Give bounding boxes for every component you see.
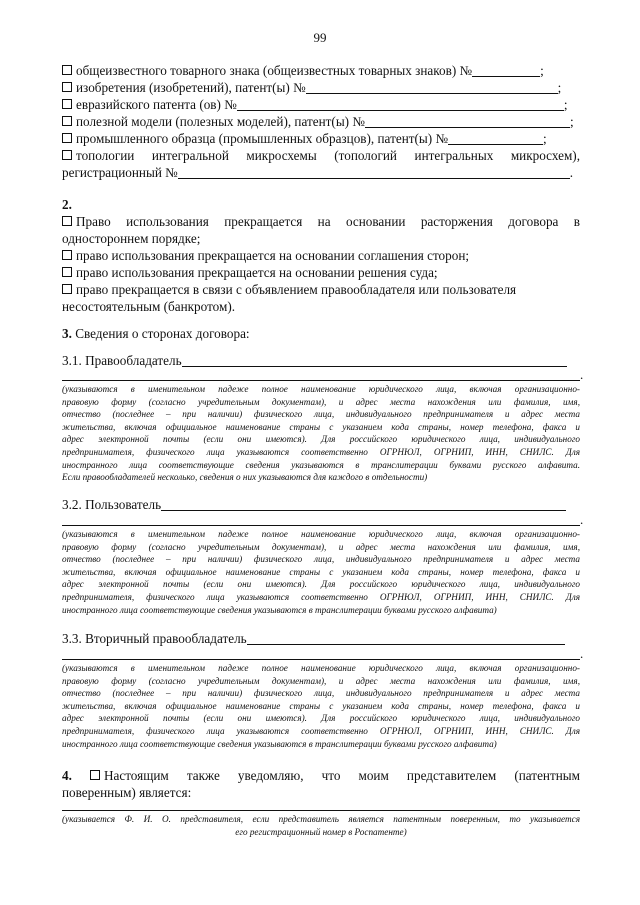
- note-line: жительства, включая официальное наименование страны с указанием кода страны, номер телефона, факса и: [62, 421, 580, 432]
- note-line: отчество (последнее – при наличии) физического лица, индивидуального предпринимателя и адрес места: [62, 688, 580, 699]
- checkbox[interactable]: [62, 99, 72, 109]
- item-topology-reg: регистрационный № .: [62, 165, 574, 180]
- note-line: (указываются в именительном падеже полное наименование юридического лица, включая организационно-: [62, 384, 580, 394]
- note-line: Если правообладателей несколько, сведения о них указываются для каждого в отдельности): [62, 472, 428, 483]
- note-line: предпринимателя, физического лица указываются соответственно ОГРНЮЛ, ОГРНИП, ИНН, СНИЛС. Для: [62, 725, 580, 736]
- note-line: предпринимателя, физического лица указываются соответственно ОГРНЮЛ, ОГРНИП, ИНН, СНИЛС. Для: [62, 446, 580, 457]
- checkbox[interactable]: [62, 65, 72, 75]
- section-4-cont: поверенным) является:: [62, 785, 192, 800]
- representative-note: (указывается Ф. И. О. представителя, если представитель является патентным поверенным, то указывается его регистрационный номер в Роспатенте): [62, 814, 580, 837]
- checkbox[interactable]: [62, 82, 72, 92]
- section-3-title: 3. Сведения о сторонах договора:: [62, 326, 250, 341]
- representative-input-line[interactable]: [62, 810, 580, 811]
- note-line: отчество (последнее – при наличии) физического лица, индивидуального предпринимателя и адрес места: [62, 554, 580, 565]
- note-line: (указываются в именительном падеже полное наименование юридического лица, включая организационно-: [62, 663, 580, 673]
- item-eurasian: евразийского патента (ов) № ;: [62, 97, 580, 112]
- note-line: правовую форму (согласно учредительным документам), и адрес места нахождения или фамилия, имя,: [62, 675, 580, 686]
- user-label-row: 3.2. Пользователь: [62, 497, 580, 512]
- user-input-line[interactable]: [161, 499, 566, 511]
- holder-input-line-2[interactable]: [62, 380, 580, 381]
- note-line: адрес электронной почты (если они имеются). Для российского юридического лица, индивидуального: [62, 579, 580, 590]
- checkbox[interactable]: [62, 116, 72, 126]
- page-number: 99: [313, 30, 327, 45]
- note-line: иностранного лица соответствующие сведения указываются в транслитерации буквами русского алфавита): [62, 738, 497, 749]
- section-2-number: 2.: [62, 197, 72, 212]
- item-design: промышленного образца (промышленных образцов), патент(ы) № ;: [62, 131, 580, 146]
- secondary-input-line-2[interactable]: [62, 659, 580, 660]
- checkbox[interactable]: [62, 250, 72, 260]
- user-input-line-2[interactable]: [62, 525, 580, 526]
- note-line: (указываются в именительном падеже полное наименование юридического лица, включая организационно-: [62, 529, 580, 539]
- checkbox[interactable]: [62, 216, 72, 226]
- note-line: адрес электронной почты (если они имеются). Для российского юридического лица, индивидуального: [62, 434, 580, 445]
- holder-note: [62, 383, 580, 484]
- note-line: отчество (последнее – при наличии) физического лица, индивидуального предпринимателя и адрес места: [62, 409, 580, 420]
- checkbox[interactable]: [90, 770, 100, 780]
- option-agreement: право использования прекращается на основании соглашения сторон;: [62, 248, 580, 263]
- note-line: правовую форму (согласно учредительным документам), и адрес места нахождения или фамилия, имя,: [62, 541, 580, 552]
- fill-line[interactable]: [365, 116, 570, 128]
- fill-line[interactable]: [472, 65, 540, 77]
- note-line: иностранного лица соответствующие сведения указываются в транслитерации буквами русского алфавита): [62, 604, 497, 615]
- user-note: [62, 528, 580, 616]
- note-line: адрес электронной почты (если они имеются). Для российского юридического лица, индивидуального: [62, 713, 580, 724]
- fill-line[interactable]: [448, 133, 543, 145]
- secondary-input-line[interactable]: [247, 633, 565, 645]
- option-unilateral: Право использования прекращается на основании расторжения договора в: [62, 214, 580, 229]
- fill-line[interactable]: [237, 99, 564, 111]
- note-line: иностранного лица соответствующие сведения указываются в транслитерации буквами русского алфавита.: [62, 459, 580, 470]
- holder-input-line[interactable]: [182, 355, 567, 367]
- secondary-note: [62, 662, 580, 750]
- checkbox[interactable]: [62, 150, 72, 160]
- checkbox[interactable]: [62, 284, 72, 294]
- item-topology: топологии интегральной микросхемы (топологий интегральных микросхем),: [62, 148, 580, 163]
- option-bankruptcy-cont: несостоятельным (банкротом).: [62, 299, 236, 314]
- item-utility: полезной модели (полезных моделей), патент(ы) № ;: [62, 114, 580, 129]
- checkbox[interactable]: [62, 133, 72, 143]
- note-line: предпринимателя, физического лица указываются соответственно ОГРНЮЛ, ОГРНИП, ИНН, СНИЛС. Для: [62, 591, 580, 602]
- secondary-label-row: 3.3. Вторичный правообладатель: [62, 631, 580, 646]
- document-page: 99 общеизвестного товарного знака (общеизвестных товарных знаков) № ; изобретения (изобретений), патент(ы) № ; евразийского патента (ов) № ; полезной модели (полезных моделей), патент(ы) № ; промышленного образца (промышленных образцов), патент(ы) № ; топологии интегральной микросхемы (топологий интегральных микросхем), регистрационный № . 2. Право использования прекращается на основании расторжения договора в одностороннем порядке; право использования прекращается на основании соглашения сторон; право использования прекращается на основании решения суда; право прекращается в связи с объявлением правообладателя или пользователя несостоятельным (банкротом). 3. Сведения о сторонах договора: 3.1. Правообладатель . (указываются в именительном падеже полное наименование юридического лица, включая организационно- правовую форму (согласно учредительным документам), и адрес места нахождения или фамилия, имя, отчество (последнее – при наличии) физического лица, индивидуального предпринимателя и адрес места жительства, включая официальное наименование страны с указанием кода страны, номер телефона, факса и адрес электронной почты (если они имеются). Для российского юридического лица, индивидуального предпринимателя, физического лица указываются соответственно ОГРНЮЛ, ОГРНИП, ИНН, СНИЛС. Для иностранного лица соответствующие сведения указываются в транслитерации буквами русского алфавита. Если правообладателей несколько, сведения о них указываются для каждого в отдельности) 3.2. Пользователь . (указываются в именительном падеже полное наименование юридического лица, включая организационно- правовую форму (согласно учредительным документам), и адрес места нахождения или фамилия, имя, отчество (последнее – при наличии) физического лица, индивидуального предпринимателя и адрес места жительства, включая официальное наименование страны с указанием кода страны, номер телефона, факса и адрес электронной почты (если они имеются). Для российского юридического лица, индивидуального предпринимателя, физического лица указываются соответственно ОГРНЮЛ, ОГРНИП, ИНН, СНИЛС. Для иностранного лица соответствующие сведения указываются в транслитерации буквами русского алфавита) 3.3. Вторичный правообладатель . (указываются в именительном падеже полное наименование юридического лица, включая организационно- правовую форму (согласно учредительным документам), и адрес места нахождения или фамилия, имя, отчество (последнее – при наличии) физического лица, индивидуального предпринимателя и адрес места жительства, включая официальное наименование страны с указанием кода страны, номер телефона, факса и адрес электронной почты (если они имеются). Для российского юридического лица, индивидуального предпринимателя, физического лица указываются соответственно ОГРНЮЛ, ОГРНИП, ИНН, СНИЛС. Для иностранного лица соответствующие сведения указываются в транслитерации буквами русского алфавита) 4. Настоящим также уведомляю, что моим представителем (патентным поверенным) является: (указывается Ф. И. О. представителя, если представитель является патентным поверенным, то указывается его регистрационный номер в Роспатенте): [0, 0, 640, 905]
- fill-line[interactable]: [178, 167, 570, 179]
- note-line: жительства, включая официальное наименование страны с указанием кода страны, номер телефона, факса и: [62, 566, 580, 577]
- option-bankruptcy: право прекращается в связи с объявлением правообладателя или пользователя: [62, 282, 580, 297]
- option-court: право использования прекращается на основании решения суда;: [62, 265, 580, 280]
- option-unilateral-cont: одностороннем порядке;: [62, 231, 201, 246]
- section-4: 4. Настоящим также уведомляю, что моим представителем (патентным: [62, 768, 581, 783]
- checkbox[interactable]: [62, 267, 72, 277]
- item-invention: изобретения (изобретений), патент(ы) № ;: [62, 80, 580, 95]
- note-line: жительства, включая официальное наименование страны с указанием кода страны, номер телефона, факса и: [62, 700, 580, 711]
- item-trademark: общеизвестного товарного знака (общеизвестных товарных знаков) № ;: [62, 63, 580, 78]
- fill-line[interactable]: [306, 82, 558, 94]
- holder-label-row: 3.1. Правообладатель: [62, 353, 580, 368]
- note-line: правовую форму (согласно учредительным документам), и адрес места нахождения или фамилия, имя,: [62, 396, 580, 407]
